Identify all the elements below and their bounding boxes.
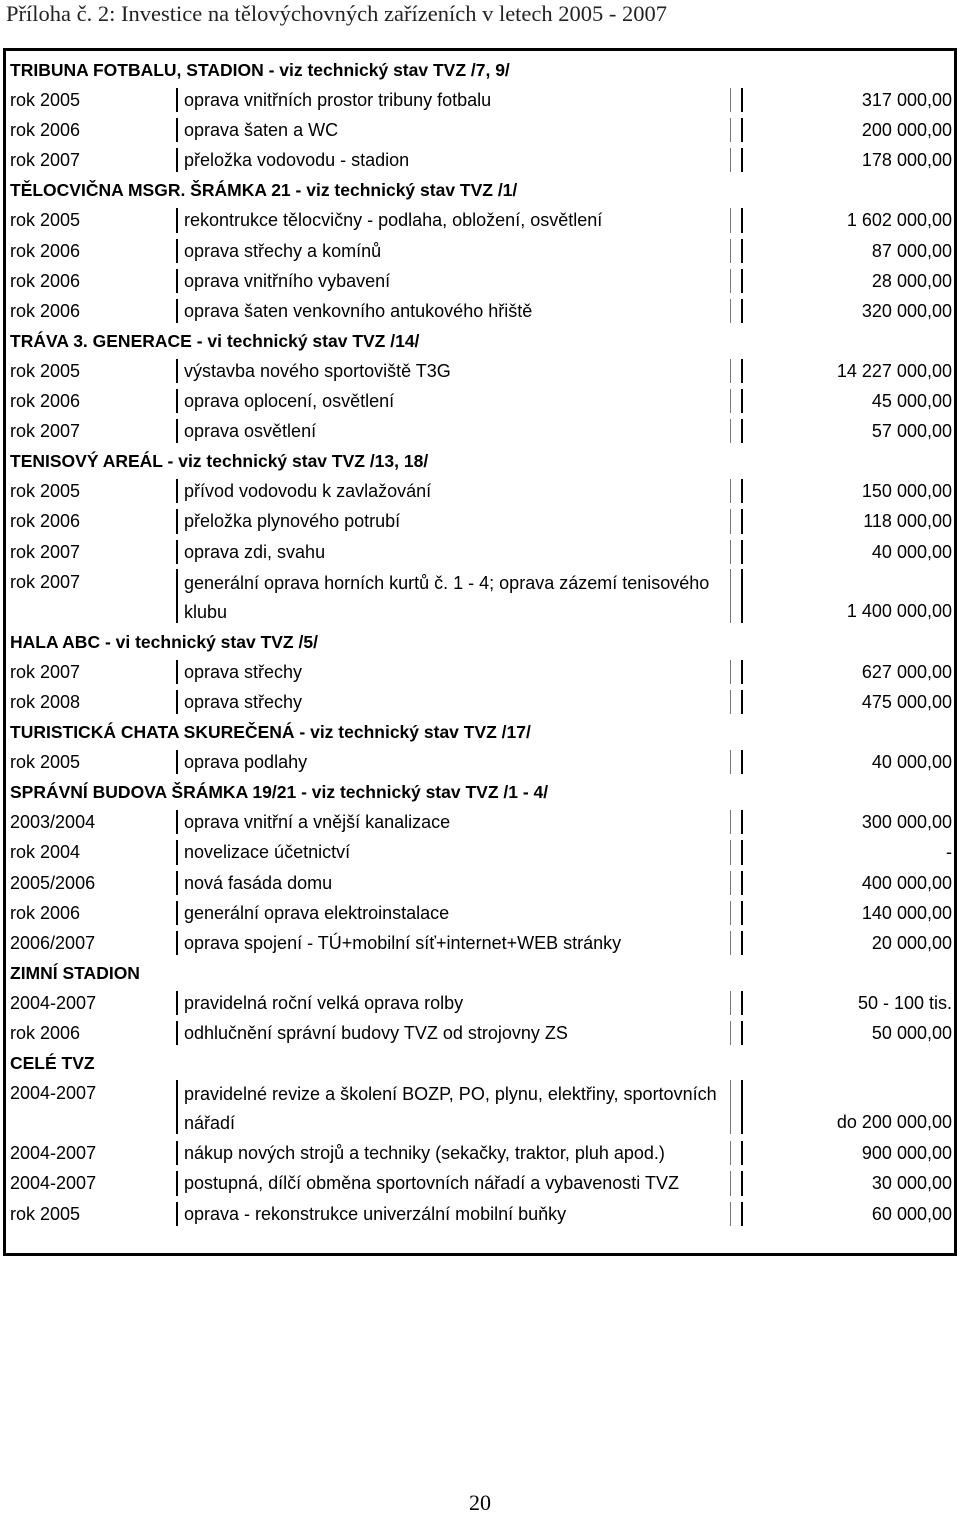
section-heading: HALA ABC - vi technický stav TVZ /5/ bbox=[10, 631, 318, 652]
period-cell: rok 2006 bbox=[10, 120, 81, 141]
table-row bbox=[6, 356, 954, 386]
period-cell: 2004-2007 bbox=[10, 992, 97, 1013]
description-cell: přeložka plynového potrubí bbox=[176, 509, 731, 533]
period-cell: 2003/2004 bbox=[10, 812, 96, 833]
description-cell: oprava vnitřního vybavení bbox=[176, 269, 731, 293]
table-row bbox=[6, 747, 954, 777]
description-cell: pravidelné revize a školení BOZP, PO, plynu, elektřiny, sportovních nářadí bbox=[176, 1080, 731, 1134]
amount-cell: 40 000,00 bbox=[741, 750, 954, 774]
description-cell: oprava vnitřní a vnější kanalizace bbox=[176, 810, 731, 834]
description-cell: nová fasáda domu bbox=[176, 871, 731, 895]
period-cell: rok 2007 bbox=[10, 150, 81, 171]
table-row bbox=[6, 1138, 954, 1168]
table-row bbox=[6, 1168, 954, 1198]
table-row bbox=[6, 236, 954, 266]
table-row bbox=[6, 266, 954, 296]
description-cell: postupná, dílčí obměna sportovních nářadí a vybavenosti TVZ bbox=[176, 1171, 731, 1195]
section-heading: TENISOVÝ AREÁL - viz technický stav TVZ /13, 18/ bbox=[10, 451, 429, 472]
amount-cell: 475 000,00 bbox=[741, 690, 954, 714]
period-cell: rok 2006 bbox=[10, 270, 81, 291]
section-heading: ZIMNÍ STADION bbox=[10, 962, 140, 983]
table-row bbox=[6, 687, 954, 717]
description-cell: oprava oplocení, osvětlení bbox=[176, 389, 731, 413]
period-cell: rok 2006 bbox=[10, 240, 81, 261]
period-cell: rok 2006 bbox=[10, 391, 81, 412]
table-row bbox=[6, 1078, 954, 1138]
amount-cell: 1 400 000,00 bbox=[741, 569, 954, 623]
period-cell: rok 2005 bbox=[10, 481, 81, 502]
description-cell: oprava šaten venkovního antukového hřiště bbox=[176, 299, 731, 323]
table-body bbox=[6, 55, 954, 1229]
amount-cell: 150 000,00 bbox=[741, 479, 954, 503]
table-row bbox=[6, 386, 954, 416]
table-row bbox=[6, 416, 954, 446]
amount-cell: 320 000,00 bbox=[741, 299, 954, 323]
period-cell: rok 2004 bbox=[10, 842, 81, 863]
amount-cell: 87 000,00 bbox=[741, 239, 954, 263]
amount-cell: 300 000,00 bbox=[741, 810, 954, 834]
period-cell: rok 2008 bbox=[10, 691, 81, 712]
section-heading: TURISTICKÁ CHATA SKUREČENÁ - viz technický stav TVZ /17/ bbox=[10, 722, 531, 743]
amount-cell: 30 000,00 bbox=[741, 1171, 954, 1195]
description-cell: oprava - rekonstrukce univerzální mobilní buňky bbox=[176, 1202, 731, 1226]
table-row bbox=[6, 837, 954, 867]
amount-cell: 50 000,00 bbox=[741, 1021, 954, 1045]
period-cell: rok 2005 bbox=[10, 1203, 81, 1224]
description-cell: výstavba nového sportoviště T3G bbox=[176, 359, 731, 383]
table-row bbox=[6, 506, 954, 536]
period-cell: 2005/2006 bbox=[10, 872, 96, 893]
table-row bbox=[6, 85, 954, 115]
amount-cell: 178 000,00 bbox=[741, 148, 954, 172]
amount-cell: 118 000,00 bbox=[741, 509, 954, 533]
description-cell: odhlučnění správní budovy TVZ od strojovny ZS bbox=[176, 1021, 731, 1045]
table-row bbox=[6, 115, 954, 145]
table-row bbox=[6, 1018, 954, 1048]
table-row bbox=[6, 145, 954, 175]
description-cell: generální oprava elektroinstalace bbox=[176, 901, 731, 925]
table-row bbox=[6, 476, 954, 506]
description-cell: oprava spojení - TÚ+mobilní síť+internet+WEB stránky bbox=[176, 931, 731, 955]
section-heading: CELÉ TVZ bbox=[10, 1053, 95, 1074]
period-cell: rok 2006 bbox=[10, 511, 81, 532]
description-cell: novelizace účetnictví bbox=[176, 840, 731, 864]
table-row bbox=[6, 205, 954, 235]
description-cell: pravidelná roční velká oprava rolby bbox=[176, 991, 731, 1015]
description-cell: oprava vnitřních prostor tribuny fotbalu bbox=[176, 88, 731, 112]
description-cell: rekontrukce tělocvičny - podlaha, obložení, osvětlení bbox=[176, 208, 731, 232]
description-cell: oprava osvětlení bbox=[176, 419, 731, 443]
section-heading: SPRÁVNÍ BUDOVA ŠRÁMKA 19/21 - viz technický stav TVZ /1 - 4/ bbox=[10, 782, 549, 803]
table-row bbox=[6, 296, 954, 326]
table-row bbox=[6, 868, 954, 898]
period-cell: rok 2006 bbox=[10, 902, 81, 923]
table-row bbox=[6, 657, 954, 687]
period-cell: rok 2005 bbox=[10, 210, 81, 231]
description-cell: oprava střechy a komínů bbox=[176, 239, 731, 263]
period-cell: rok 2005 bbox=[10, 752, 81, 773]
amount-cell: 1 602 000,00 bbox=[741, 208, 954, 232]
description-cell: generální oprava horních kurtů č. 1 - 4; oprava zázemí tenisového klubu bbox=[176, 569, 731, 623]
amount-cell: do 200 000,00 bbox=[741, 1080, 954, 1134]
period-cell: rok 2007 bbox=[10, 661, 81, 682]
description-cell: přívod vodovodu k zavlažování bbox=[176, 479, 731, 503]
period-cell: rok 2005 bbox=[10, 90, 81, 111]
amount-cell: 317 000,00 bbox=[741, 88, 954, 112]
amount-cell: 28 000,00 bbox=[741, 269, 954, 293]
page-title: Příloha č. 2: Investice na tělovýchovných zařízeních v letech 2005 - 2007 bbox=[6, 1, 668, 26]
section-heading: TRÁVA 3. GENERACE - vi technický stav TVZ /14/ bbox=[10, 330, 420, 351]
description-cell: přeložka vodovodu - stadion bbox=[176, 148, 731, 172]
table-row bbox=[6, 928, 954, 958]
section-heading: TĚLOCVIČNA MSGR. ŠRÁMKA 21 - viz technický stav TVZ /1/ bbox=[10, 180, 518, 201]
period-cell: rok 2005 bbox=[10, 360, 81, 381]
table-row bbox=[6, 898, 954, 928]
period-cell: 2004-2007 bbox=[10, 1143, 97, 1164]
description-cell: oprava zdi, svahu bbox=[176, 540, 731, 564]
table-row bbox=[6, 537, 954, 567]
table-row bbox=[6, 1199, 954, 1229]
description-cell: nákup nových strojů a techniky (sekačky, traktor, pluh apod.) bbox=[176, 1141, 731, 1165]
period-cell: rok 2006 bbox=[10, 1023, 81, 1043]
amount-cell: 627 000,00 bbox=[741, 660, 954, 684]
period-cell: 2006/2007 bbox=[10, 932, 96, 953]
amount-cell: 40 000,00 bbox=[741, 540, 954, 564]
amount-cell: 50 - 100 tis. bbox=[741, 991, 954, 1015]
amount-cell: 400 000,00 bbox=[741, 871, 954, 895]
period-cell: rok 2007 bbox=[10, 541, 81, 562]
section-heading: TRIBUNA FOTBALU, STADION - viz technický stav TVZ /7, 9/ bbox=[10, 60, 510, 80]
amount-cell: 200 000,00 bbox=[741, 118, 954, 142]
period-cell: 2004-2007 bbox=[10, 1083, 97, 1104]
period-cell: rok 2006 bbox=[10, 300, 81, 321]
amount-cell: 140 000,00 bbox=[741, 901, 954, 925]
amount-cell: 57 000,00 bbox=[741, 419, 954, 443]
description-cell: oprava střechy bbox=[176, 660, 731, 684]
period-cell: rok 2007 bbox=[10, 571, 81, 592]
investment-table bbox=[3, 48, 957, 1256]
amount-cell: 20 000,00 bbox=[741, 931, 954, 955]
amount-cell: 900 000,00 bbox=[741, 1141, 954, 1165]
page-number: 20 bbox=[469, 1490, 491, 1515]
period-cell: 2004-2007 bbox=[10, 1173, 97, 1194]
description-cell: oprava podlahy bbox=[176, 750, 731, 774]
amount-cell: 45 000,00 bbox=[741, 389, 954, 413]
period-cell: rok 2007 bbox=[10, 421, 81, 442]
amount-cell: - bbox=[741, 840, 954, 864]
table-row bbox=[6, 988, 954, 1018]
description-cell: oprava šaten a WC bbox=[176, 118, 731, 142]
amount-cell: 60 000,00 bbox=[741, 1202, 954, 1226]
description-cell: oprava střechy bbox=[176, 690, 731, 714]
amount-cell: 14 227 000,00 bbox=[741, 359, 954, 383]
table-row bbox=[6, 567, 954, 627]
table-row bbox=[6, 807, 954, 837]
